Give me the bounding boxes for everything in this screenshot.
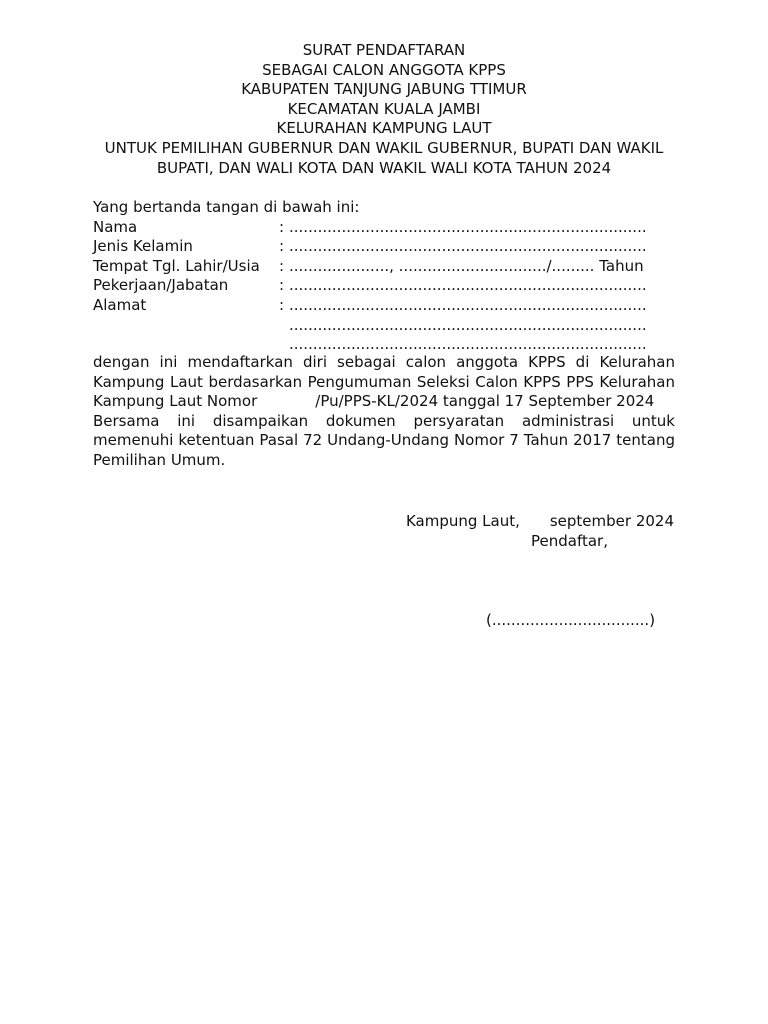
heading-district: KECAMATAN KUALA JAMBI: [287, 99, 481, 118]
signature-place: Kampung Laut,: [405, 512, 520, 530]
field-colon: :: [279, 237, 285, 256]
field-row-birth: [93, 257, 675, 277]
documents-paragraph: Bersama ini disampaikan dokumen persyaratan administrasi untuk memenuhi ketentuan Pasal 72 Undang-Undang Nomor 7 Tahun 2017 tentang Pemilihan Umum.: [93, 411, 675, 469]
field-label-occupation: Pekerjaan/Jabatan: [93, 276, 229, 295]
registration-paragraph: [93, 353, 675, 412]
form-intro: Yang bertanda tangan di bawah ini:: [93, 198, 360, 216]
field-label-address: Alamat: [93, 295, 147, 314]
heading-title: SURAT PENDAFTARAN: [302, 41, 466, 59]
field-row-name: [93, 218, 675, 238]
place-date-line: [300, 512, 674, 532]
document-heading: [80, 41, 688, 178]
heading-regency: KABUPATEN TANJUNG JABUNG TTIMUR: [241, 80, 527, 99]
field-value-occupation[interactable]: ...........................................................................: [289, 276, 647, 295]
heading-village: KELURAHAN KAMPUNG LAUT: [276, 119, 492, 138]
signature-date: september 2024: [549, 512, 674, 530]
field-colon: :: [279, 256, 285, 275]
field-value-address-line2[interactable]: ...........................................................................: [289, 315, 647, 334]
letter-body: [93, 353, 675, 471]
heading-election-line2: BUPATI, DAN WALI KOTA DAN WAKIL WALI KOTA TAHUN 2024: [156, 158, 612, 177]
field-row-occupation: [93, 276, 675, 296]
field-value-address-line3[interactable]: ...........................................................................: [289, 335, 647, 354]
signature-name-placeholder[interactable]: (.................................): [486, 611, 656, 629]
field-colon: :: [279, 217, 285, 236]
field-value-address[interactable]: ...........................................................................: [289, 295, 647, 314]
heading-election-line1: UNTUK PEMILIHAN GUBERNUR DAN WAKIL GUBERNUR, BUPATI DAN WAKIL: [104, 138, 664, 157]
field-row-address: [93, 296, 675, 316]
field-row-gender: [93, 237, 675, 257]
signature-role: Pendaftar,: [531, 531, 608, 550]
field-value-gender[interactable]: ...........................................................................: [289, 237, 647, 256]
heading-subtitle: SEBAGAI CALON ANGGOTA KPPS: [262, 60, 506, 79]
field-colon: :: [279, 295, 285, 314]
field-value-name[interactable]: ...........................................................................: [289, 217, 647, 236]
field-label-gender: Jenis Kelamin: [93, 237, 193, 256]
registration-text: dengan ini mendaftarkan diri sebagai calon anggota KPPS di Kelurahan Kampung Laut berdasarkan Pengumuman Seleksi Calon KPPS PPS Kelurahan Kampung Laut Nomor: [93, 353, 675, 411]
field-label-name: Nama: [93, 217, 138, 236]
field-colon: :: [279, 276, 285, 295]
field-value-birth[interactable]: ....................., .............................../......... Tahun: [289, 256, 644, 275]
signature-block: [300, 512, 674, 629]
field-label-birth: Tempat Tgl. Lahir/Usia: [93, 256, 260, 275]
registration-number-text: /Pu/PPS-KL/2024 tanggal 17 September 2024: [315, 392, 655, 411]
applicant-form: [93, 198, 675, 355]
